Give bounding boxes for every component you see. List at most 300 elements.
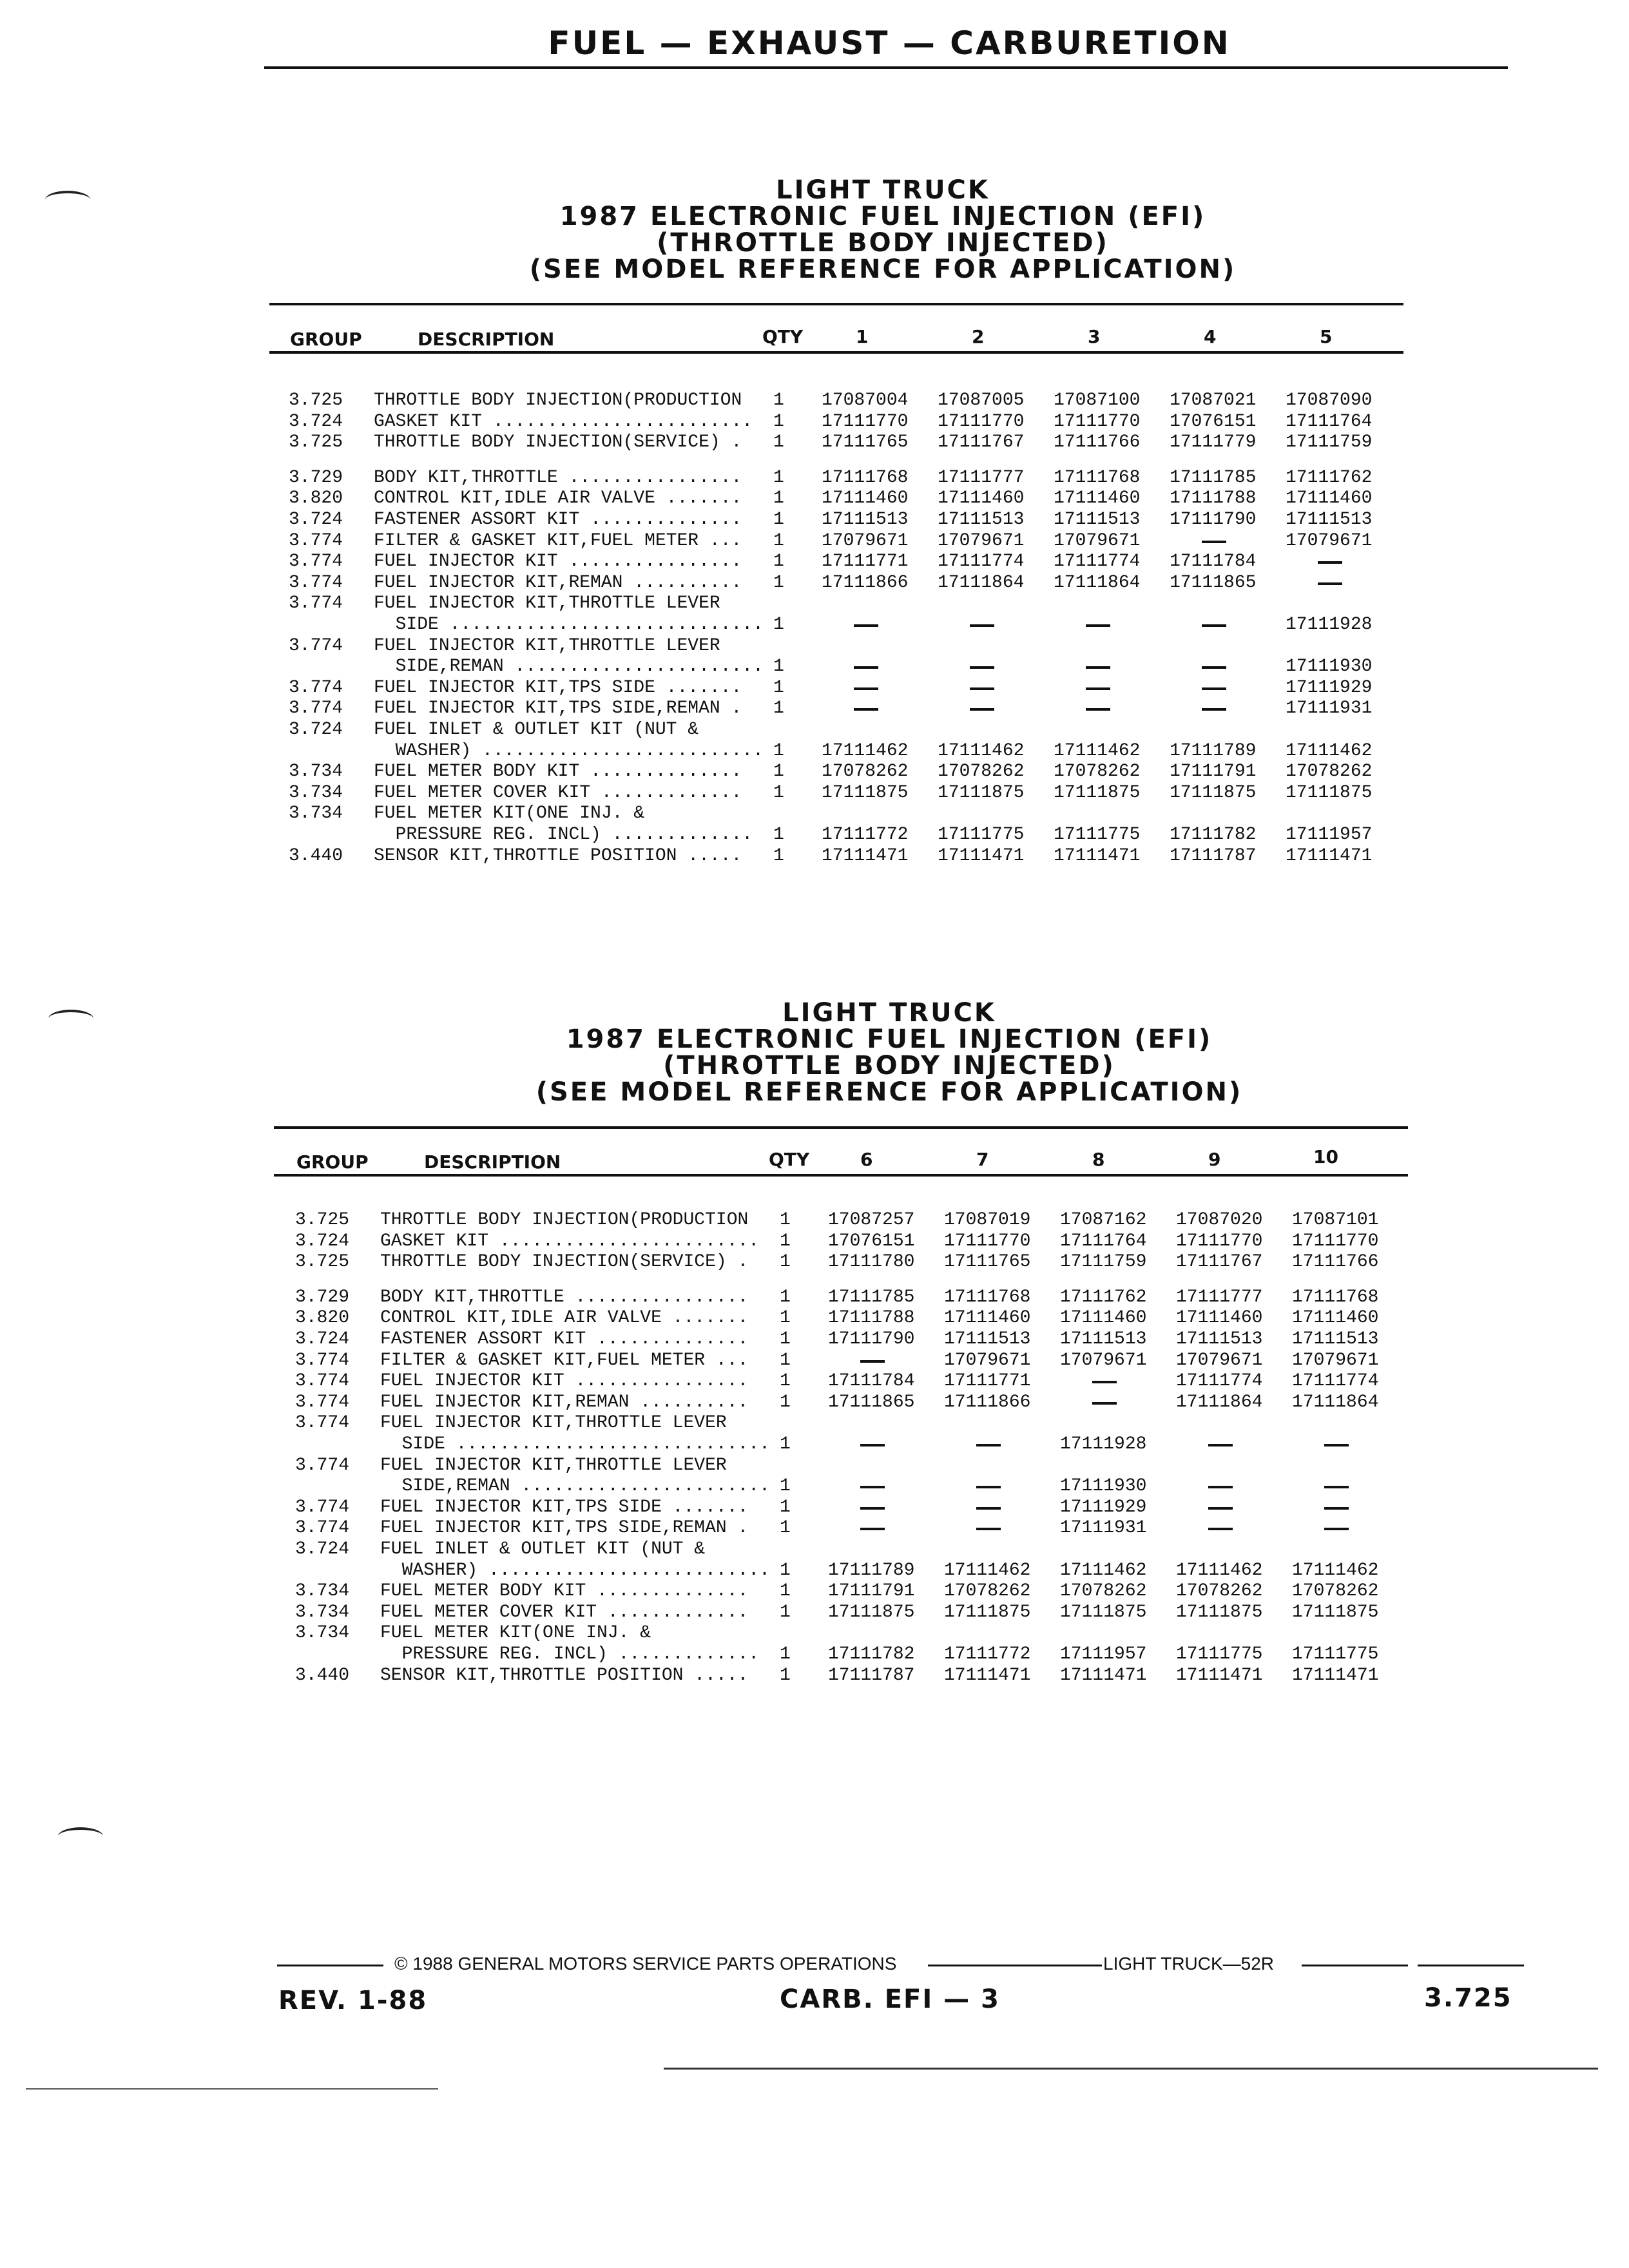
description-cell: FUEL INJECTOR KIT,TPS SIDE,REMAN . — [374, 698, 742, 719]
qty-cell: 1 — [773, 740, 784, 761]
part-number-cell: 17111764 — [1060, 1231, 1147, 1251]
table-row — [0, 593, 1629, 614]
bottom-rule — [26, 2088, 438, 2090]
header-rule — [264, 66, 1508, 69]
description-cell: WASHER) .......................... — [380, 1560, 770, 1581]
not-applicable-dash — [1324, 1444, 1349, 1446]
part-number-cell: 17111460 — [822, 488, 909, 509]
not-applicable-dash — [1086, 708, 1110, 711]
qty-cell: 1 — [773, 552, 784, 572]
part-number-cell: 17111875 — [1292, 1602, 1379, 1622]
part-number-cell: 17078262 — [1286, 762, 1373, 782]
part-number-cell: 17111462 — [1060, 1560, 1147, 1581]
not-applicable-dash — [970, 708, 994, 711]
qty-cell: 1 — [773, 432, 784, 453]
description-cell: GASKET KIT ........................ — [380, 1231, 760, 1251]
part-number-cell: 17111775 — [1054, 825, 1141, 845]
part-number-cell: 17111513 — [1176, 1329, 1263, 1349]
not-applicable-dash — [860, 1528, 885, 1530]
part-number-cell: 17111774 — [1054, 552, 1141, 572]
part-number-cell: 17111929 — [1060, 1497, 1147, 1517]
table-row — [0, 1434, 1629, 1455]
not-applicable-dash — [1202, 708, 1226, 711]
qty-cell: 1 — [780, 1287, 791, 1307]
part-number-cell: 17111462 — [1176, 1560, 1263, 1581]
not-applicable-dash — [1202, 624, 1226, 627]
description-cell: FUEL INJECTOR KIT,REMAN .......... — [374, 572, 742, 593]
table-row — [0, 782, 1629, 803]
col-header-3: 3 — [1088, 326, 1101, 347]
col-header-7: 7 — [976, 1149, 989, 1170]
margin-mark — [48, 1010, 93, 1028]
part-number-cell: 17111471 — [1292, 1665, 1379, 1686]
col-header-4: 4 — [1204, 326, 1217, 347]
group-cell: 3.440 — [295, 1665, 350, 1686]
part-number-cell: 17111777 — [938, 467, 1025, 488]
group-cell: 3.724 — [289, 411, 343, 432]
part-number-cell: 17079671 — [1060, 1350, 1147, 1370]
group-cell: 3.724 — [289, 720, 343, 740]
part-number-cell: 17111864 — [1054, 572, 1141, 593]
not-applicable-dash — [976, 1444, 1001, 1446]
description-cell: SIDE,REMAN ....................... — [380, 1476, 770, 1497]
part-number-cell: 17111931 — [1060, 1518, 1147, 1539]
part-number-cell: 17078262 — [1176, 1581, 1263, 1602]
table-row — [0, 1209, 1629, 1231]
qty-cell: 1 — [780, 1210, 791, 1230]
qty-cell: 1 — [773, 488, 784, 509]
qty-cell: 1 — [780, 1497, 791, 1517]
group-cell: 3.734 — [289, 762, 343, 782]
col-header-10: 10 — [1313, 1146, 1338, 1168]
title-line: 1987 ELECTRONIC FUEL INJECTION (EFI) — [566, 1024, 1213, 1054]
footer-rule — [277, 1965, 383, 1966]
qty-cell: 1 — [780, 1350, 791, 1370]
col-header-group: GROUP — [290, 329, 362, 350]
footer-model: LIGHT TRUCK—52R — [1103, 1954, 1275, 1974]
part-number-cell: 17111513 — [822, 510, 909, 530]
table-row — [0, 509, 1629, 530]
part-number-cell: 17111471 — [1054, 845, 1141, 866]
table-row — [0, 1455, 1629, 1476]
qty-cell: 1 — [773, 530, 784, 551]
description-cell: FUEL METER COVER KIT ............. — [374, 782, 742, 803]
description-cell: FILTER & GASKET KIT,FUEL METER ... — [374, 530, 742, 551]
description-cell: FUEL INJECTOR KIT,TPS SIDE,REMAN . — [380, 1518, 749, 1539]
table-row — [0, 635, 1629, 657]
qty-cell: 1 — [780, 1581, 791, 1602]
part-number-cell: 17111460 — [1292, 1308, 1379, 1329]
part-number-cell: 17111774 — [938, 552, 1025, 572]
group-cell: 3.774 — [289, 552, 343, 572]
part-number-cell: 17111768 — [822, 467, 909, 488]
part-number-cell: 17111930 — [1286, 657, 1373, 677]
part-number-cell: 17111875 — [1054, 782, 1141, 803]
table-row — [0, 1350, 1629, 1371]
qty-cell: 1 — [773, 698, 784, 719]
group-cell: 3.774 — [289, 677, 343, 698]
part-number-cell: 17111785 — [1170, 467, 1257, 488]
description-cell: FUEL INJECTOR KIT,THROTTLE LEVER — [380, 1455, 727, 1475]
not-applicable-dash — [854, 624, 878, 627]
part-number-cell: 17078262 — [944, 1581, 1031, 1602]
not-applicable-dash — [854, 687, 878, 690]
description-cell: THROTTLE BODY INJECTION(SERVICE) . — [374, 432, 742, 453]
description-cell: FUEL INJECTOR KIT ................ — [380, 1371, 749, 1392]
part-number-cell: 17111471 — [938, 845, 1025, 866]
description-cell: SENSOR KIT,THROTTLE POSITION ..... — [374, 845, 742, 866]
qty-cell: 1 — [780, 1476, 791, 1497]
table-row — [0, 845, 1629, 867]
table-row — [0, 488, 1629, 509]
footer-rule — [1418, 1965, 1524, 1966]
part-number-cell: 17087090 — [1286, 390, 1373, 410]
description-cell: FUEL METER KIT(ONE INJ. & — [374, 803, 645, 824]
table-row — [0, 551, 1629, 572]
qty-cell: 1 — [773, 615, 784, 635]
not-applicable-dash — [1208, 1486, 1233, 1488]
not-applicable-dash — [860, 1444, 885, 1446]
group-cell: 3.734 — [289, 803, 343, 824]
description-cell: FASTENER ASSORT KIT .............. — [374, 510, 742, 530]
table-row — [0, 761, 1629, 782]
not-applicable-dash — [1318, 582, 1342, 585]
part-number-cell: 17111770 — [822, 411, 909, 432]
part-number-cell: 17111788 — [1170, 488, 1257, 509]
description-cell: PRESSURE REG. INCL) ............. — [374, 825, 753, 845]
part-number-cell: 17111513 — [1060, 1329, 1147, 1349]
not-applicable-dash — [854, 666, 878, 669]
col-header-description: DESCRIPTION — [418, 329, 555, 350]
table-row — [0, 1602, 1629, 1623]
table-row — [0, 824, 1629, 845]
part-number-cell: 17111789 — [828, 1560, 915, 1581]
qty-cell: 1 — [773, 782, 784, 803]
part-number-cell: 17111928 — [1060, 1434, 1147, 1454]
part-number-cell: 17111779 — [1170, 432, 1257, 453]
part-number-cell: 17111774 — [1176, 1371, 1263, 1392]
table-row — [0, 390, 1629, 411]
part-number-cell: 17111513 — [1054, 510, 1141, 530]
not-applicable-dash — [860, 1360, 885, 1363]
part-number-cell: 17111462 — [1054, 740, 1141, 761]
part-number-cell: 17111460 — [1060, 1308, 1147, 1329]
part-number-cell: 17111875 — [938, 782, 1025, 803]
description-cell: SIDE ............................. — [374, 615, 764, 635]
group-cell: 3.774 — [295, 1413, 350, 1434]
col-header-9: 9 — [1208, 1149, 1221, 1170]
description-cell: PRESSURE REG. INCL) ............. — [380, 1644, 760, 1664]
table-row — [0, 656, 1629, 677]
group-cell: 3.440 — [289, 845, 343, 866]
part-number-cell: 17079671 — [1176, 1350, 1263, 1370]
part-number-cell: 17111864 — [1292, 1392, 1379, 1412]
qty-cell: 1 — [773, 845, 784, 866]
table-2-top-rule — [274, 1126, 1408, 1129]
table-row — [0, 1644, 1629, 1665]
part-number-cell: 17111765 — [822, 432, 909, 453]
table-row — [0, 677, 1629, 698]
table-row — [0, 1231, 1629, 1252]
qty-cell: 1 — [773, 572, 784, 593]
part-number-cell: 17111513 — [938, 510, 1025, 530]
description-cell: BODY KIT,THROTTLE ................ — [374, 467, 742, 488]
title-line: (THROTTLE BODY INJECTED) — [663, 1051, 1115, 1081]
group-cell: 3.774 — [295, 1518, 350, 1539]
description-cell: FUEL METER BODY KIT .............. — [374, 762, 742, 782]
part-number-cell: 17079671 — [1286, 530, 1373, 551]
table-row — [0, 1307, 1629, 1329]
part-number-cell: 17111787 — [828, 1665, 915, 1686]
group-cell: 3.725 — [295, 1252, 350, 1273]
table-row — [0, 698, 1629, 719]
part-number-cell: 17111767 — [1176, 1252, 1263, 1273]
description-cell: FUEL INJECTOR KIT,TPS SIDE ....... — [380, 1497, 749, 1517]
part-number-cell: 17111770 — [1292, 1231, 1379, 1251]
part-number-cell: 17111790 — [828, 1329, 915, 1349]
not-applicable-dash — [1086, 687, 1110, 690]
part-number-cell: 17078262 — [1054, 762, 1141, 782]
group-cell: 3.774 — [295, 1350, 350, 1370]
footer-section: CARB. EFI — 3 — [780, 1984, 1000, 2014]
part-number-cell: 17111764 — [1286, 411, 1373, 432]
description-cell: FUEL INJECTOR KIT ................ — [374, 552, 742, 572]
part-number-cell: 17111782 — [828, 1644, 915, 1664]
part-number-cell: 17111957 — [1060, 1644, 1147, 1664]
part-number-cell: 17078262 — [1060, 1581, 1147, 1602]
part-number-cell: 17087020 — [1176, 1210, 1263, 1230]
part-number-cell: 17111765 — [944, 1252, 1031, 1273]
group-cell: 3.774 — [295, 1371, 350, 1392]
part-number-cell: 17111875 — [1060, 1602, 1147, 1622]
group-cell: 3.774 — [289, 593, 343, 614]
group-cell: 3.729 — [289, 467, 343, 488]
part-number-cell: 17087021 — [1170, 390, 1257, 410]
footer-revision: REV. 1-88 — [278, 1986, 428, 2015]
part-number-cell: 17078262 — [822, 762, 909, 782]
not-applicable-dash — [1324, 1528, 1349, 1530]
part-number-cell: 17111462 — [938, 740, 1025, 761]
part-number-cell: 17111775 — [1292, 1644, 1379, 1664]
description-cell: THROTTLE BODY INJECTION(PRODUCTION — [374, 390, 742, 410]
part-number-cell: 17111759 — [1060, 1252, 1147, 1273]
table-row — [0, 530, 1629, 552]
group-cell: 3.774 — [289, 698, 343, 719]
qty-cell: 1 — [773, 677, 784, 698]
group-cell: 3.724 — [295, 1539, 350, 1559]
not-applicable-dash — [1318, 561, 1342, 564]
not-applicable-dash — [976, 1528, 1001, 1530]
title-line: LIGHT TRUCK — [782, 998, 996, 1028]
table-row — [0, 1475, 1629, 1497]
part-number-cell: 17111866 — [822, 572, 909, 593]
not-applicable-dash — [854, 708, 878, 711]
footer-rule — [928, 1965, 1102, 1966]
part-number-cell: 17111772 — [944, 1644, 1031, 1664]
col-header-8: 8 — [1092, 1149, 1105, 1170]
table-row — [0, 1539, 1629, 1560]
not-applicable-dash — [1092, 1381, 1117, 1383]
part-number-cell: 17111875 — [1170, 782, 1257, 803]
description-cell: SENSOR KIT,THROTTLE POSITION ..... — [380, 1665, 749, 1686]
description-cell: FILTER & GASKET KIT,FUEL METER ... — [380, 1350, 749, 1370]
part-number-cell: 17111791 — [1170, 762, 1257, 782]
not-applicable-dash — [1208, 1528, 1233, 1530]
part-number-cell: 17111770 — [938, 411, 1025, 432]
description-cell: SIDE ............................. — [380, 1434, 770, 1454]
part-number-cell: 17111790 — [1170, 510, 1257, 530]
part-number-cell: 17111791 — [828, 1581, 915, 1602]
section-2-title — [277, 1000, 1501, 1106]
part-number-cell: 17111770 — [1176, 1231, 1263, 1251]
part-number-cell: 17111768 — [1292, 1287, 1379, 1307]
table-row — [0, 432, 1629, 453]
description-cell: FUEL INJECTOR KIT,THROTTLE LEVER — [374, 593, 720, 614]
part-number-cell: 17111460 — [1286, 488, 1373, 509]
part-number-cell: 17111771 — [822, 552, 909, 572]
title-line: (SEE MODEL REFERENCE FOR APPLICATION) — [535, 1077, 1243, 1107]
col-header-qty: QTY — [769, 1149, 810, 1170]
title-line: 1987 ELECTRONIC FUEL INJECTION (EFI) — [559, 202, 1206, 231]
part-number-cell: 17111875 — [1286, 782, 1373, 803]
part-number-cell: 17111460 — [944, 1308, 1031, 1329]
part-number-cell: 17111865 — [828, 1392, 915, 1412]
group-cell: 3.820 — [289, 488, 343, 509]
qty-cell: 1 — [780, 1518, 791, 1539]
col-header-qty: QTY — [762, 326, 804, 347]
table-1-top-rule — [269, 303, 1403, 305]
not-applicable-dash — [1202, 541, 1226, 543]
not-applicable-dash — [1202, 687, 1226, 690]
part-number-cell: 17076151 — [828, 1231, 915, 1251]
qty-cell: 1 — [780, 1392, 791, 1412]
group-cell: 3.774 — [295, 1455, 350, 1475]
part-number-cell: 17111875 — [828, 1602, 915, 1622]
part-number-cell: 17111775 — [1176, 1644, 1263, 1664]
not-applicable-dash — [1324, 1486, 1349, 1488]
table-row — [0, 1370, 1629, 1392]
group-cell: 3.734 — [295, 1581, 350, 1602]
part-number-cell: 17079671 — [944, 1350, 1031, 1370]
not-applicable-dash — [860, 1507, 885, 1510]
part-number-cell: 17111770 — [944, 1231, 1031, 1251]
not-applicable-dash — [860, 1486, 885, 1488]
part-number-cell: 17111931 — [1286, 698, 1373, 719]
qty-cell: 1 — [780, 1665, 791, 1686]
qty-cell: 1 — [773, 390, 784, 410]
description-cell: FASTENER ASSORT KIT .............. — [380, 1329, 749, 1349]
qty-cell: 1 — [780, 1434, 791, 1454]
qty-cell: 1 — [773, 762, 784, 782]
part-number-cell: 17078262 — [1292, 1581, 1379, 1602]
group-cell: 3.774 — [295, 1497, 350, 1517]
not-applicable-dash — [976, 1486, 1001, 1488]
group-cell: 3.820 — [295, 1308, 350, 1329]
part-number-cell: 17111768 — [944, 1287, 1031, 1307]
table-row — [0, 1287, 1629, 1308]
not-applicable-dash — [1324, 1507, 1349, 1510]
col-header-5: 5 — [1320, 326, 1333, 347]
part-number-cell: 17087101 — [1292, 1210, 1379, 1230]
group-cell: 3.724 — [289, 510, 343, 530]
table-1-header-rule — [269, 351, 1403, 354]
part-number-cell: 17087162 — [1060, 1210, 1147, 1230]
part-number-cell: 17111460 — [1054, 488, 1141, 509]
part-number-cell: 17111462 — [1292, 1560, 1379, 1581]
col-header-group: GROUP — [296, 1151, 369, 1173]
part-number-cell: 17111471 — [1286, 845, 1373, 866]
table-row — [0, 1251, 1629, 1273]
table-row — [0, 1392, 1629, 1413]
part-number-cell: 17087004 — [822, 390, 909, 410]
group-cell: 3.774 — [289, 635, 343, 656]
part-number-cell: 17111928 — [1286, 615, 1373, 635]
part-number-cell: 17111766 — [1292, 1252, 1379, 1273]
description-cell: FUEL INLET & OUTLET KIT (NUT & — [374, 720, 699, 740]
table-row — [0, 1622, 1629, 1644]
part-number-cell: 17111471 — [822, 845, 909, 866]
part-number-cell: 17111462 — [944, 1560, 1031, 1581]
qty-cell: 1 — [780, 1231, 791, 1251]
description-cell: FUEL INJECTOR KIT,THROTTLE LEVER — [380, 1413, 727, 1434]
qty-cell: 1 — [773, 510, 784, 530]
part-number-cell: 17111759 — [1286, 432, 1373, 453]
qty-cell: 1 — [780, 1560, 791, 1581]
part-number-cell: 17111774 — [1292, 1371, 1379, 1392]
table-row — [0, 803, 1629, 824]
part-number-cell: 17079671 — [1054, 530, 1141, 551]
part-number-cell: 17111865 — [1170, 572, 1257, 593]
description-cell: CONTROL KIT,IDLE AIR VALVE ....... — [380, 1308, 749, 1329]
part-number-cell: 17111875 — [944, 1602, 1031, 1622]
part-number-cell: 17111471 — [944, 1665, 1031, 1686]
part-number-cell: 17111780 — [828, 1252, 915, 1273]
not-applicable-dash — [1208, 1507, 1233, 1510]
part-number-cell: 17111782 — [1170, 825, 1257, 845]
qty-cell: 1 — [780, 1644, 791, 1664]
col-header-description: DESCRIPTION — [424, 1151, 561, 1173]
section-1-title — [271, 177, 1495, 283]
part-number-cell: 17079671 — [822, 530, 909, 551]
description-cell: FUEL INJECTOR KIT,REMAN .......... — [380, 1392, 749, 1412]
part-number-cell: 17111864 — [1176, 1392, 1263, 1412]
group-cell: 3.724 — [295, 1231, 350, 1251]
qty-cell: 1 — [780, 1371, 791, 1392]
table-row — [0, 1412, 1629, 1434]
margin-mark — [58, 1827, 103, 1845]
part-number-cell: 17111771 — [944, 1371, 1031, 1392]
group-cell: 3.774 — [295, 1392, 350, 1412]
part-number-cell: 17087257 — [828, 1210, 915, 1230]
table-row — [0, 411, 1629, 432]
part-number-cell: 17111513 — [1286, 510, 1373, 530]
table-row — [0, 1665, 1629, 1686]
table-2-header-rule — [274, 1174, 1408, 1177]
description-cell: THROTTLE BODY INJECTION(SERVICE) . — [380, 1252, 749, 1273]
part-number-cell: 17111930 — [1060, 1476, 1147, 1497]
description-cell: BODY KIT,THROTTLE ................ — [380, 1287, 749, 1307]
not-applicable-dash — [1202, 666, 1226, 669]
not-applicable-dash — [970, 687, 994, 690]
part-number-cell: 17111866 — [944, 1392, 1031, 1412]
part-number-cell: 17111768 — [1054, 467, 1141, 488]
part-number-cell: 17076151 — [1170, 411, 1257, 432]
qty-cell: 1 — [773, 411, 784, 432]
part-number-cell: 17087005 — [938, 390, 1025, 410]
part-number-cell: 17111784 — [1170, 552, 1257, 572]
table-row — [0, 1560, 1629, 1581]
qty-cell: 1 — [780, 1308, 791, 1329]
